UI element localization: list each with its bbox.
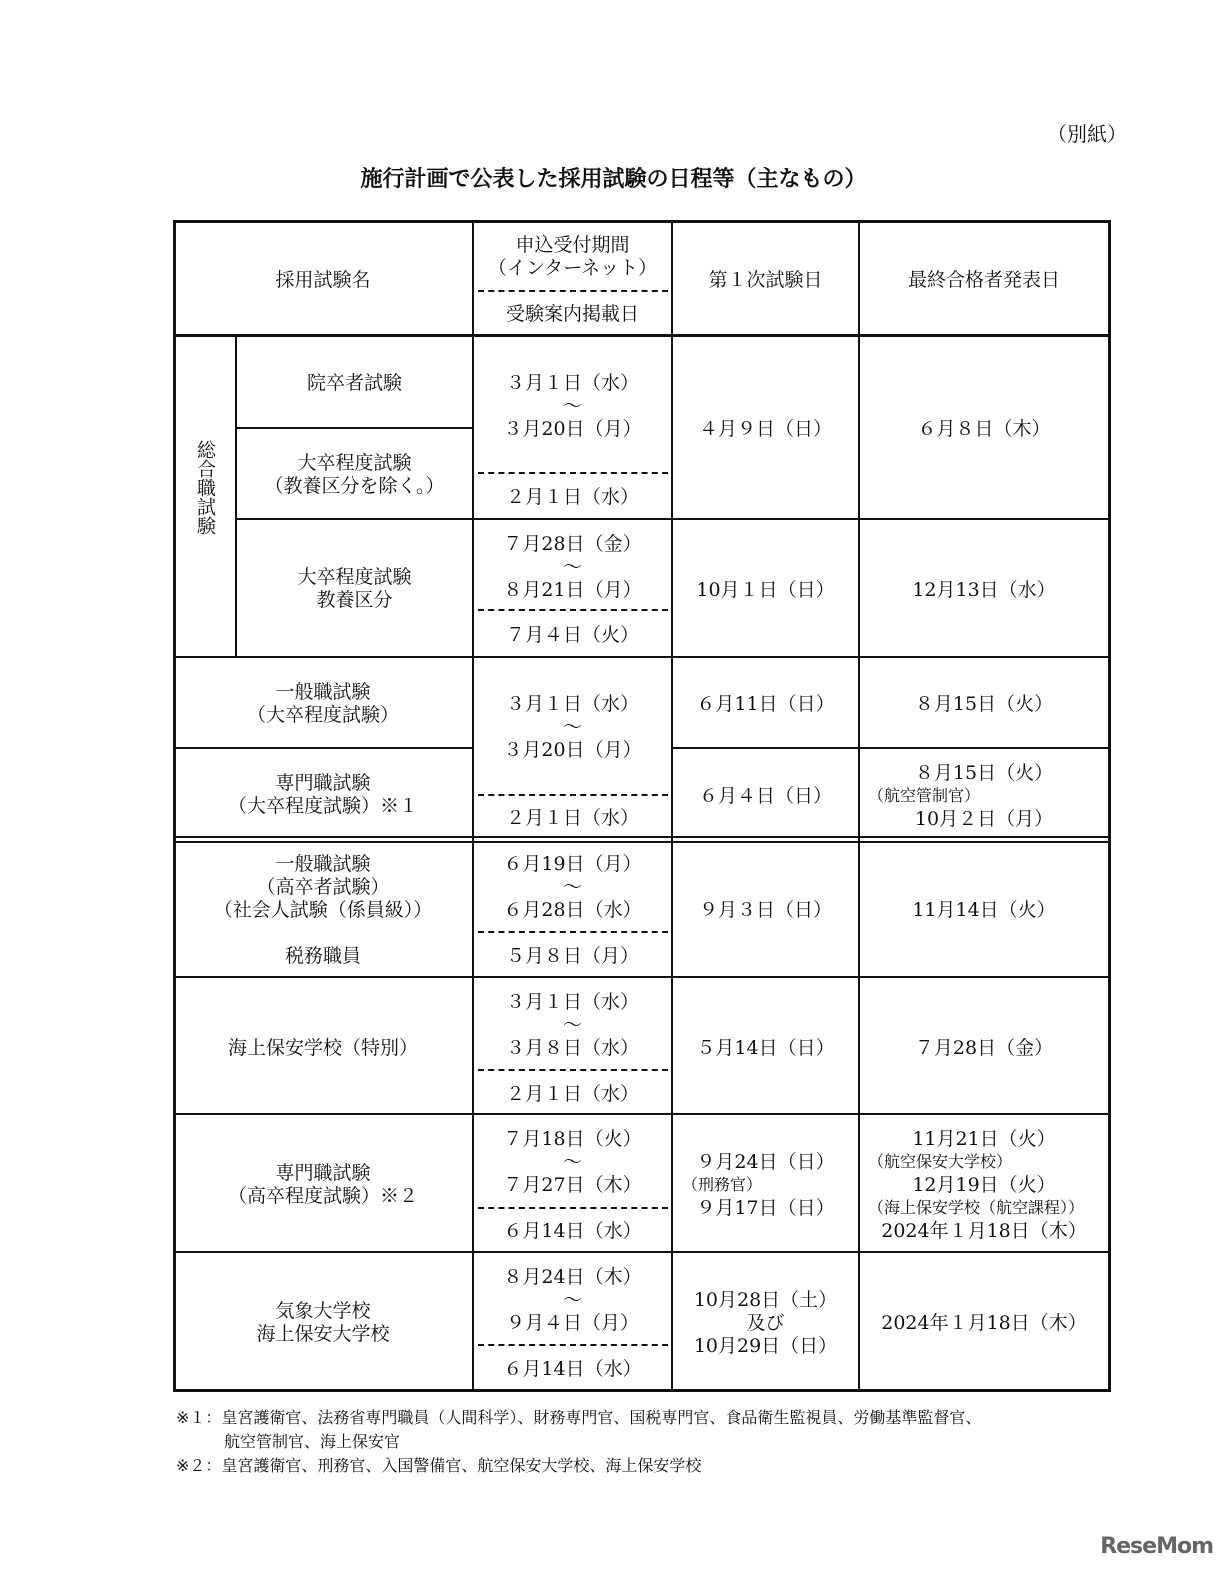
dashed-divider <box>478 1207 668 1209</box>
period-end: ６月28日（水） <box>503 899 642 921</box>
guide-date: ２月１日（水） <box>505 807 639 829</box>
dashed-divider <box>478 1069 668 1071</box>
page-title: 施行計画で公表した採用試験の日程等（主なもの） <box>360 167 867 192</box>
final-date-note: （航空管制官） <box>868 786 981 805</box>
header-application-period: 申込受付期間 <box>515 234 630 256</box>
exam-name: 海上保安大学校 <box>256 1323 390 1345</box>
final-date: 10月２日（月） <box>914 808 1054 830</box>
first-exam-date: ５月14日（日） <box>696 1037 835 1059</box>
dashed-divider <box>478 290 668 292</box>
period-tilde: ～ <box>562 1014 582 1036</box>
dashed-divider <box>478 931 668 933</box>
divider <box>236 518 1109 520</box>
exam-name: 一般職試験 <box>275 681 371 703</box>
exam-name: 一般職試験 <box>275 853 371 875</box>
period-tilde: ～ <box>562 716 582 738</box>
first-exam-date: ６月11日（日） <box>696 693 835 715</box>
header-internet: （インターネット） <box>487 257 658 279</box>
footnote-1: ※１：皇宮護衛官、法務省専門職員（人間科学）、財務専門官、国税専門官、食品衛生監視員、労働基準監督官、 <box>176 1408 982 1427</box>
final-date: ７月28日（金） <box>914 1037 1054 1059</box>
divider <box>173 1113 1109 1115</box>
final-date-note: （海上保安学校（航空課程）） <box>868 1198 1085 1217</box>
dashed-divider <box>478 794 668 796</box>
guide-date: ６月14日（水） <box>503 1220 642 1242</box>
divider <box>173 747 473 749</box>
divider <box>173 656 1109 658</box>
final-date: ８月15日（火） <box>914 762 1054 784</box>
period-end: ７月27日（木） <box>503 1174 642 1196</box>
final-date: 12月19日（火） <box>912 1174 1056 1196</box>
exam-name-sub: （高卒者試験） <box>256 876 390 898</box>
final-date: 2024年１月18日（木） <box>881 1312 1087 1334</box>
period-tilde: ～ <box>562 395 582 417</box>
header-guide-date: 受験案内掲載日 <box>505 303 639 325</box>
period-start: ３月１日（水） <box>505 693 639 715</box>
exam-name: 専門職試験 <box>275 772 371 794</box>
period-tilde: ～ <box>562 876 582 898</box>
exam-name: 大卒程度試験 <box>297 566 412 588</box>
final-date: 2024年１月18日（木） <box>881 1220 1087 1242</box>
final-date-note: （航空保安大学校） <box>868 1152 1013 1171</box>
sogo-label: 総合職試験 <box>194 440 216 535</box>
period-start: ７月18日（火） <box>503 1128 642 1150</box>
period-end: ８月21日（月） <box>503 579 642 601</box>
period-end: ３月８日（水） <box>505 1037 639 1059</box>
dashed-divider <box>478 609 668 611</box>
first-exam-date: 10月28日（土） <box>693 1289 838 1311</box>
period-tilde: ～ <box>562 1151 582 1173</box>
period-end: ３月20日（月） <box>503 739 642 761</box>
divider <box>236 427 473 429</box>
dashed-divider <box>478 472 668 474</box>
period-start: ７月28日（金） <box>503 533 642 555</box>
guide-date: ７月４日（火） <box>505 624 639 646</box>
final-date: ６月８日（木） <box>917 418 1051 440</box>
divider <box>672 747 1109 749</box>
exam-name: 院卒者試験 <box>306 372 402 394</box>
header-final-announce: 最終合格者発表日 <box>907 269 1060 291</box>
period-start: ３月１日（水） <box>505 372 639 394</box>
exam-name-sub: 教養区分 <box>316 589 393 611</box>
exam-name-sub: （大卒程度試験）※１ <box>227 795 418 817</box>
first-exam-date: 10月29日（日） <box>693 1335 838 1357</box>
resemom-logo: ReseMom <box>1100 1534 1213 1559</box>
exam-name-sub: （社会人試験（係員級）） <box>213 899 433 921</box>
divider <box>173 841 1109 843</box>
divider <box>173 334 1109 337</box>
first-exam-date: ９月24日（日） <box>696 1151 835 1173</box>
period-end: ３月20日（月） <box>503 418 642 440</box>
first-exam-date: ６月４日（日） <box>698 785 832 807</box>
final-date: ８月15日（火） <box>914 693 1054 715</box>
first-exam-conj: 及び <box>746 1312 785 1334</box>
exam-name-sub: （教養区分を除く。） <box>264 475 445 497</box>
attachment-label: （別紙） <box>1047 122 1127 146</box>
exam-name: 税務職員 <box>284 945 361 967</box>
first-exam-date: ４月９日（日） <box>698 418 832 440</box>
header-exam-name: 採用試験名 <box>275 269 371 291</box>
divider <box>173 1251 1109 1253</box>
final-date: 11月14日（火） <box>912 899 1056 921</box>
guide-date: ２月１日（水） <box>505 1083 639 1105</box>
guide-date: ５月８日（月） <box>505 945 639 967</box>
guide-date: ２月１日（水） <box>505 486 639 508</box>
exam-name: 気象大学校 <box>275 1300 371 1322</box>
period-tilde: ～ <box>562 1289 582 1311</box>
first-exam-date: 10月１日（日） <box>696 579 835 601</box>
header-first-exam: 第１次試験日 <box>708 269 823 291</box>
final-date: 11月21日（火） <box>912 1128 1056 1150</box>
first-exam-note: （刑務官） <box>682 1175 763 1194</box>
period-start: ６月19日（月） <box>503 853 642 875</box>
footnote-2: ※２：皇宮護衛官、刑務官、入国警備官、航空保安大学校、海上保安学校 <box>176 1456 702 1475</box>
divider <box>173 836 1109 838</box>
final-date: 12月13日（水） <box>912 579 1056 601</box>
first-exam-date: ９月17日（日） <box>696 1197 835 1219</box>
divider <box>173 976 1109 978</box>
period-start: ３月１日（水） <box>505 991 639 1013</box>
guide-date: ６月14日（水） <box>503 1358 642 1380</box>
exam-name-sub: （大卒程度試験） <box>246 704 399 726</box>
first-exam-date: ９月３日（日） <box>698 899 832 921</box>
exam-name-sub: （高卒程度試験）※２ <box>227 1185 418 1207</box>
period-end: ９月４日（月） <box>505 1312 639 1334</box>
period-tilde: ～ <box>562 556 582 578</box>
exam-name: 海上保安学校（特別） <box>227 1037 418 1059</box>
period-start: ８月24日（木） <box>503 1266 642 1288</box>
exam-name: 大卒程度試験 <box>297 452 412 474</box>
footnote-1-cont: 航空管制官、海上保安官 <box>176 1432 401 1451</box>
exam-name: 専門職試験 <box>275 1162 371 1184</box>
dashed-divider <box>478 1344 668 1346</box>
